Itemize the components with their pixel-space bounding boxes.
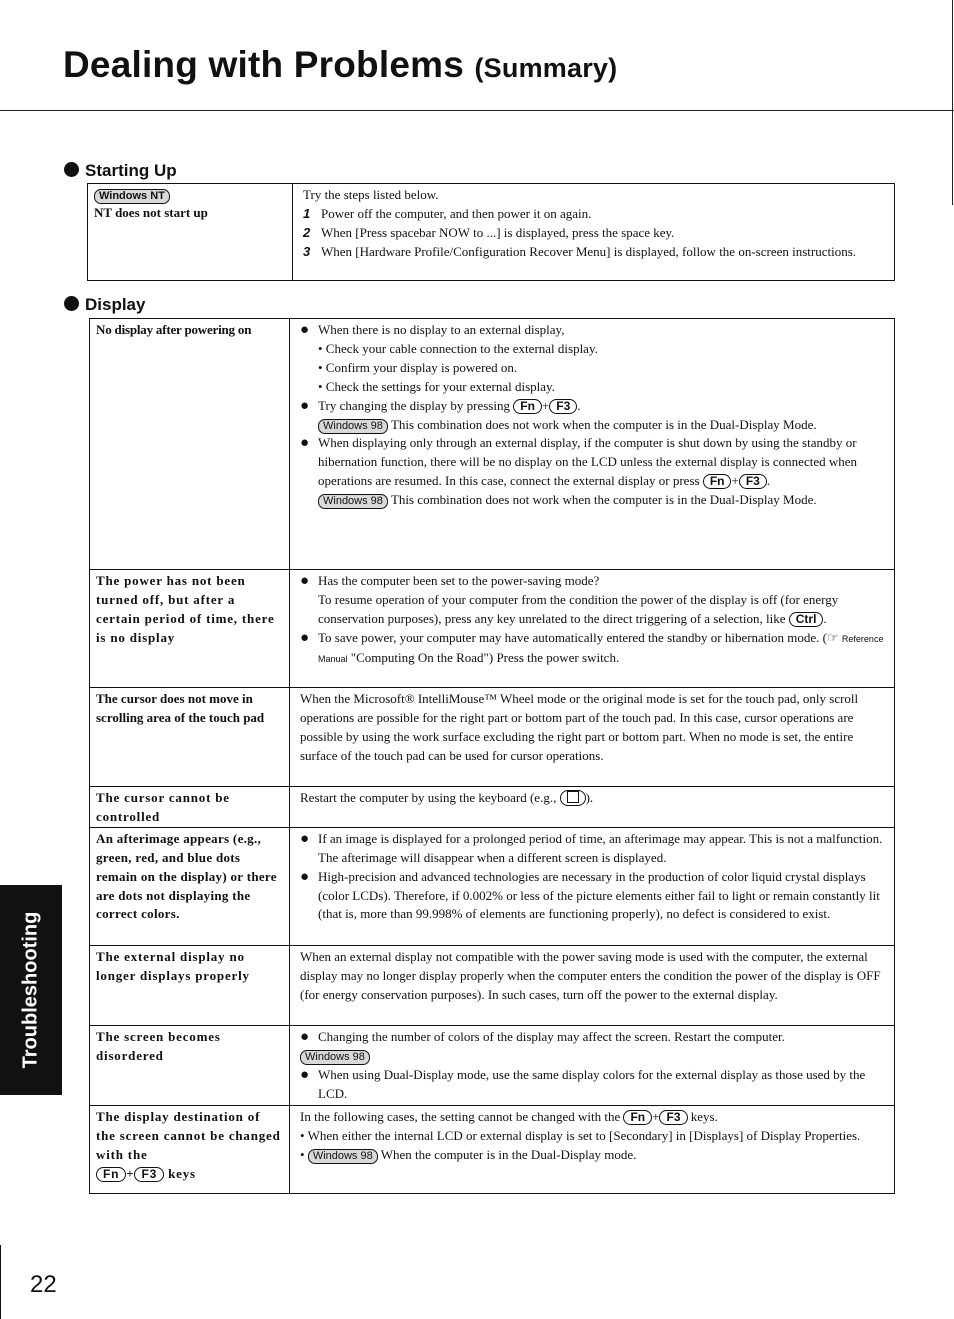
bullet-icon: ●	[300, 435, 310, 452]
reference-pointer-icon: ☞	[827, 629, 839, 645]
bullet-text: To save power, your computer may have automatically entered the standby or hibernation mode. (	[318, 629, 828, 645]
problem-label: The external display no longer displays properly	[96, 948, 250, 983]
sub-item: • Confirm your display is powered on.	[318, 359, 518, 375]
problem-cell	[90, 570, 290, 688]
f3-key-icon: F3	[134, 1167, 164, 1182]
list-item	[300, 830, 888, 868]
table-row	[88, 184, 895, 281]
bullet-icon	[64, 162, 79, 177]
intro-text: Try the steps listed below.	[303, 187, 439, 202]
step-number: 2	[303, 224, 311, 240]
problem-cell	[90, 787, 290, 828]
solution-text-end: keys.	[690, 1108, 718, 1124]
list-item: ● When displaying only through an external display, if the computer is shut down by using the standby or hibernation function, there will be no display on the LCD unless the external display is connected when operations are resumed. In this case, connect the external display or press Fn + F3 . Windows 98 This combination does not work when the computer is in the Dual-Display Mode.	[300, 434, 888, 510]
bullet-text: When using Dual-Display mode, use the same display colors for the external display as those used by the LCD.	[318, 1066, 866, 1101]
solution-text-end: ).	[585, 790, 594, 805]
windows-98-badge: Windows 98	[308, 1149, 378, 1164]
table-row	[90, 319, 895, 570]
list-item	[300, 629, 888, 669]
bullet-icon: ●	[300, 1066, 310, 1083]
bullet-icon: ●	[300, 1028, 310, 1045]
problem-cell	[90, 945, 290, 1025]
fn-key-icon: Fn	[96, 1167, 126, 1182]
bullet-icon: ●	[300, 573, 310, 589]
list-item: ● Try changing the display by pressing Fn + F3 . Windows 98 This combination does not work when the computer is in the Dual-Display Mode.	[300, 397, 888, 435]
table-row	[90, 570, 895, 688]
problem-label: NT does not start up	[94, 205, 208, 220]
table-row	[90, 688, 895, 787]
plus-sign: +	[652, 1108, 660, 1124]
solution-text: Restart the computer by using the keyboard (e.g.,	[300, 790, 557, 805]
sub-item: • When either the internal LCD or external display is set to [Secondary] in [Displays] of Display Properties.	[300, 1127, 861, 1143]
sub-item: When the computer is in the Dual-Display mode.	[380, 1146, 637, 1162]
table-row	[90, 945, 895, 1025]
problem-label: The screen becomes disordered	[96, 1028, 221, 1063]
left-edge-rule	[0, 1245, 1, 1319]
table-row	[90, 1025, 895, 1105]
note-text: This combination does not work when the computer is in the Dual-Display Mode.	[390, 416, 817, 432]
problem-cell	[90, 319, 290, 570]
bullet-icon: ●	[300, 397, 310, 414]
section-heading-text: Display	[85, 295, 146, 314]
bullet-text: Has the computer been set to the power-saving mode?	[318, 573, 600, 588]
problem-label: An afterimage appears (e.g., green, red, and blue dots remain on the display) or there are dots not displaying the correct colors.	[96, 830, 277, 922]
step-text: When [Hardware Profile/Configuration Recover Menu] is displayed, follow the on-screen instructions.	[321, 243, 857, 259]
solution-cell	[290, 688, 895, 787]
list-item	[303, 243, 888, 262]
bullet-icon: ●	[300, 868, 310, 885]
ctrl-key-icon: Ctrl	[789, 612, 824, 627]
page-title	[63, 42, 617, 91]
solution-cell	[293, 184, 895, 281]
list-item	[303, 224, 888, 243]
windows-nt-badge: Windows NT	[94, 189, 170, 204]
list-item	[300, 1028, 888, 1047]
section-heading-text: Starting Up	[85, 161, 177, 180]
windows-98-badge: Windows 98	[300, 1050, 370, 1065]
step-text: When [Press spacebar NOW to ...] is displayed, press the space key.	[321, 224, 675, 240]
page-number: 22	[30, 1271, 57, 1298]
solution-cell	[290, 787, 895, 828]
step-text: Power off the computer, and then power it on again.	[321, 205, 592, 221]
step-number: 3	[303, 243, 311, 259]
problem-label: The display destination of the screen cannot be changed with the	[96, 1108, 281, 1162]
problem-label: The cursor cannot be controlled	[96, 790, 230, 824]
bullet-text: Changing the number of colors of the display may affect the screen. Restart the computer.	[318, 1028, 785, 1044]
list-item	[300, 1066, 888, 1104]
section-heading-display	[64, 295, 145, 315]
bullet-icon	[64, 296, 79, 311]
bullet-text: "Computing On the Road") Press the power switch.	[350, 649, 620, 665]
solution-cell	[290, 827, 895, 945]
problem-cell	[90, 827, 290, 945]
reference-manual-mark: Reference Manual	[318, 633, 884, 664]
solution-cell	[290, 1025, 895, 1105]
solution-cell	[290, 319, 895, 570]
f3-key-icon: F3	[739, 474, 767, 489]
bullet-icon: ●	[300, 830, 310, 847]
f3-key-icon: F3	[549, 399, 577, 414]
list-item	[303, 205, 888, 224]
table-row	[90, 1105, 895, 1193]
problem-cell	[88, 184, 293, 281]
plus-sign: +	[541, 397, 550, 413]
solution-cell: In the following cases, the setting cannot be changed with the Fn + F3 keys. • When either the internal LCD or external display is set to [Secondary] in [Displays] of Display Properties. • Windows 98 When the computer is in the Dual-Display mode.	[290, 1105, 895, 1193]
right-edge-rule	[952, 0, 953, 205]
sub-item: • Check your cable connection to the external display.	[318, 340, 598, 356]
step-number: 1	[303, 205, 311, 221]
fn-key-icon: Fn	[623, 1110, 652, 1125]
starting-up-table	[87, 183, 895, 281]
solution-cell	[290, 570, 895, 688]
problem-label: The power has not been turned off, but after a certain period of time, there is no display	[96, 573, 275, 645]
f3-key-icon: F3	[659, 1110, 687, 1125]
solution-text: When the Microsoft® IntelliMouse™ Wheel mode or the original mode is set for the touch pad, only scroll operations are possible for the right part or bottom part of the touch pad. In this case, cursor operations are possible by using the work surface excluding the right part or bottom part. When no mode is set, the entire surface of the touch pad can be used for cursor operations.	[300, 691, 859, 763]
list-item	[300, 868, 888, 925]
list-item: ● Has the computer been set to the power-saving mode? To resume operation of your computer from the condition the power of the display is off (for energy conservation purposes), press any key unrelated to the direct triggering of a selection, like Ctrl .	[300, 572, 888, 629]
bullet-text: To resume operation of your computer from the condition the power of the display is off (for energy conservation purposes), press any key unrelated to the direct triggering of a selection, like	[318, 591, 839, 626]
table-row	[90, 827, 895, 945]
bullet-icon: ●	[300, 629, 310, 646]
plus-sign: +	[126, 1165, 135, 1181]
solution-cell	[290, 945, 895, 1025]
problem-cell	[90, 688, 290, 787]
windows-key-icon	[560, 790, 586, 806]
bullet-text: If an image is displayed for a prolonged period of time, an afterimage may appear. This is not a malfunction. The afterimage will disappear when a different screen is displayed.	[318, 830, 883, 865]
display-table	[89, 318, 895, 1194]
plus-sign: +	[731, 473, 739, 489]
header-rule	[0, 110, 954, 111]
bullet-text: High-precision and advanced technologies are necessary in the production of color liquid crystal displays (color LCDs). Therefore, if 0.002% or less of the picture elements either fail to light or remain constantly lit (that is, more than 99.998% of elements are functioning properly), no defect is considered to exist.	[318, 868, 880, 922]
bullet-text: When there is no display to an external display,	[318, 322, 565, 337]
windows-98-badge: Windows 98	[318, 419, 388, 434]
problem-cell	[90, 1025, 290, 1105]
windows-98-badge: Windows 98	[318, 494, 388, 509]
note-text: This combination does not work when the computer is in the Dual-Display Mode.	[390, 492, 817, 508]
side-tab	[0, 885, 62, 1095]
fn-key-icon: Fn	[513, 399, 542, 414]
fn-key-icon: Fn	[703, 474, 732, 489]
list-item	[300, 321, 888, 397]
problem-cell	[90, 1105, 290, 1193]
solution-text: In the following cases, the setting cannot be changed with the	[300, 1108, 621, 1124]
section-heading-starting-up	[64, 161, 177, 181]
bullet-icon: ●	[300, 322, 310, 338]
side-tab-label: Troubleshooting	[19, 911, 42, 1069]
sub-item: • Check the settings for your external display.	[318, 378, 555, 394]
bullet-text: When displaying only through an external display, if the computer is shut down by using the standby or hibernation function, there will be no display on the LCD unless the external display is connected when operations are resumed. In this case, connect the external display or press	[318, 435, 858, 489]
problem-label: The cursor does not move in scrolling area of the touch pad	[96, 691, 265, 725]
title-subtitle: (Summary)	[474, 53, 618, 83]
problem-label-end: keys	[168, 1165, 196, 1181]
bullet-text: Try changing the display by pressing	[318, 397, 510, 413]
title-text: Dealing with Problems	[63, 44, 464, 85]
solution-text: When an external display not compatible with the power saving mode is used with the computer, the external display may no longer display properly when the computer enters the condition the power of the display is OFF (for energy conservation purposes). In such cases, turn off the power to the external display.	[300, 948, 881, 1002]
table-row	[90, 787, 895, 828]
problem-label: No display after powering on	[96, 322, 252, 337]
